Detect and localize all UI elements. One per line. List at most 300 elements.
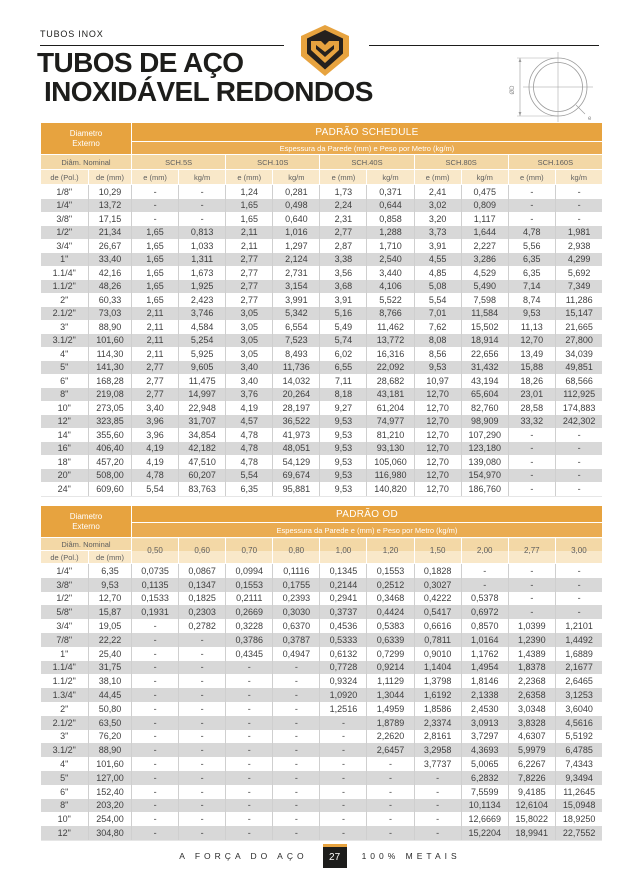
cell-value: 1,3798: [414, 674, 461, 688]
cell-value: 0,475: [461, 185, 508, 199]
cell-value: 8,08: [414, 334, 461, 348]
cell-value: 2,11: [132, 334, 179, 348]
od-table: [40, 505, 603, 841]
cell-value: 12,70: [414, 401, 461, 415]
column-header-kg-m: kg/m: [367, 170, 414, 185]
cell-value: 154,970: [461, 469, 508, 483]
cell-value: 0,4947: [273, 647, 320, 661]
cell-value: 0,3468: [367, 592, 414, 606]
table-row: [41, 361, 603, 375]
cell-value: 4,6307: [508, 730, 555, 744]
cell-value: 7,598: [461, 293, 508, 307]
cell-value: 7,8226: [508, 771, 555, 785]
cell-value: 2,1677: [555, 661, 602, 675]
cell-value: 7,5599: [461, 785, 508, 799]
cell-value: 2,1338: [461, 688, 508, 702]
cell-value: 7,62: [414, 320, 461, 334]
corner-label-line1: Diametro: [69, 511, 103, 521]
cell-value: 12,70: [414, 442, 461, 456]
cell-value: 0,1825: [179, 592, 226, 606]
cell-value: 3,96: [132, 415, 179, 429]
cell-diam-pol: 2": [60, 294, 69, 305]
cell-value: 0,644: [367, 199, 414, 213]
cell-value: -: [555, 592, 602, 606]
cell-value: 81,210: [367, 428, 414, 442]
cell-value: -: [179, 743, 226, 757]
cell-value: 0,5378: [461, 592, 508, 606]
cell-value: 2,2620: [367, 730, 414, 744]
cell-diam-pol: 1/4": [56, 565, 73, 576]
cell-diam-mm: 101,60: [89, 334, 132, 348]
cell-value: 1,673: [179, 266, 226, 280]
table-row: [41, 564, 603, 578]
cell-diam-pol: 1.1/2": [52, 281, 76, 292]
cell-value: 5,49: [320, 320, 367, 334]
cell-value: 0,5383: [367, 619, 414, 633]
column-header-e-mm: e (mm): [414, 170, 461, 185]
cell-value: 15,502: [461, 320, 508, 334]
cell-value: 4,78: [508, 226, 555, 240]
cell-diam-pol: 16": [57, 443, 71, 454]
cell-value: 2,4530: [461, 702, 508, 716]
cell-value: 4,57: [226, 415, 273, 429]
cell-value: 82,760: [461, 401, 508, 415]
cell-diam-pol: 8": [60, 800, 69, 811]
cell-value: 41,973: [273, 428, 320, 442]
cell-diam-mm: 33,40: [89, 253, 132, 267]
cell-value: -: [273, 743, 320, 757]
cell-value: 3,440: [367, 266, 414, 280]
cell-diam-mm: 508,00: [89, 469, 132, 483]
cell-value: 0,2393: [273, 592, 320, 606]
cell-value: 0,0867: [179, 564, 226, 578]
cell-value: 6,35: [226, 482, 273, 496]
cell-value: 9,53: [320, 428, 367, 442]
cell-value: 2,11: [226, 239, 273, 253]
cell-diam-mm: 114,30: [89, 347, 132, 361]
cell-value: 2,8161: [414, 730, 461, 744]
page-number-badge: 27: [323, 844, 347, 868]
column-header-e-mm: e (mm): [132, 170, 179, 185]
cell-value: 1,4389: [508, 647, 555, 661]
cell-value: 1,65: [132, 266, 179, 280]
cell-diam-pol: 1/4": [56, 200, 73, 211]
cell-value: 0,2512: [367, 578, 414, 592]
cell-diam-mm: 31,75: [89, 661, 132, 675]
cell-value: 1,2516: [320, 702, 367, 716]
cell-diam-pol: 1.3/4": [52, 690, 76, 701]
cell-value: -: [179, 785, 226, 799]
cell-value: 2,41: [414, 185, 461, 199]
cell-value: 4,299: [555, 253, 602, 267]
table-row: [41, 647, 603, 661]
cell-value: 5,692: [555, 266, 602, 280]
nominal-diameter-header: Diâm. Nominal: [41, 538, 132, 551]
cell-value: -: [226, 799, 273, 813]
cell-value: -: [132, 799, 179, 813]
cell-diam-mm: 203,20: [89, 799, 132, 813]
cell-value: 4,78: [132, 469, 179, 483]
cell-value: 23,01: [508, 388, 555, 402]
cell-value: 7,11: [320, 374, 367, 388]
nominal-diameter-header: Diâm. Nominal: [41, 155, 132, 170]
cell-value: 31,707: [179, 415, 226, 429]
cell-value: -: [320, 730, 367, 744]
column-header-thickness: 0,80: [273, 538, 320, 564]
cell-value: -: [508, 605, 555, 619]
cell-diam-mm: 141,30: [89, 361, 132, 375]
cell-value: -: [132, 702, 179, 716]
cell-value: 0,1828: [414, 564, 461, 578]
cell-diam-pol: 8": [60, 389, 69, 400]
cell-value: 0,5333: [320, 633, 367, 647]
cell-value: 3,56: [320, 266, 367, 280]
cell-value: 1,65: [132, 239, 179, 253]
cell-diam-pol: 1/8": [56, 186, 73, 197]
cell-value: 68,566: [555, 374, 602, 388]
table-row: [41, 730, 603, 744]
cell-value: 0,1553: [367, 564, 414, 578]
cell-value: 11,13: [508, 320, 555, 334]
column-header-kg-m: kg/m: [461, 170, 508, 185]
cell-value: -: [226, 812, 273, 826]
cell-value: 5,342: [273, 307, 320, 321]
cell-value: 1,0920: [320, 688, 367, 702]
cell-value: 0,498: [273, 199, 320, 213]
cell-value: 9,605: [179, 361, 226, 375]
cell-value: 2,87: [320, 239, 367, 253]
cell-value: -: [132, 185, 179, 199]
cell-value: 16,316: [367, 347, 414, 361]
column-group-header: SCH.160S: [508, 155, 602, 170]
cell-value: -: [273, 757, 320, 771]
cell-value: 186,760: [461, 482, 508, 496]
cell-value: 2,11: [132, 320, 179, 334]
cell-value: 140,820: [367, 482, 414, 496]
cell-value: 0,813: [179, 226, 226, 240]
cell-value: -: [226, 743, 273, 757]
cell-diam-pol: 20": [57, 470, 71, 481]
cell-diam-pol: 3": [60, 731, 69, 742]
table-row: [41, 743, 603, 757]
cell-value: 2,77: [132, 361, 179, 375]
cell-value: -: [508, 482, 555, 496]
cell-value: 0,4536: [320, 619, 367, 633]
cell-value: 0,9214: [367, 661, 414, 675]
cell-value: 4,85: [414, 266, 461, 280]
cell-diam-pol: 7/8": [56, 634, 73, 645]
cell-value: 0,3027: [414, 578, 461, 592]
cell-value: 1,016: [273, 226, 320, 240]
od-table-subtitle: Espessura da Parede e (mm) e Peso por Metro (kg/m): [132, 523, 603, 538]
cell-value: 0,1553: [226, 578, 273, 592]
cell-value: 3,20: [414, 212, 461, 226]
cell-value: 98,909: [461, 415, 508, 429]
cell-value: -: [320, 771, 367, 785]
cell-value: 1,65: [132, 226, 179, 240]
table-row: [41, 266, 603, 280]
cell-value: -: [414, 826, 461, 840]
cell-value: 3,68: [320, 280, 367, 294]
od-corner-header: [41, 506, 132, 538]
table-row: [41, 605, 603, 619]
cell-diam-mm: 21,34: [89, 226, 132, 240]
cell-value: 3,05: [226, 320, 273, 334]
cell-value: 8,766: [367, 307, 414, 321]
cell-value: 5,925: [179, 347, 226, 361]
cell-value: -: [132, 619, 179, 633]
cell-value: 6,2267: [508, 757, 555, 771]
cell-value: 0,640: [273, 212, 320, 226]
cell-value: 48,051: [273, 442, 320, 456]
cell-value: 2,77: [226, 266, 273, 280]
table-row: [41, 428, 603, 442]
section-eyebrow: TUBOS INOX: [40, 29, 104, 39]
cell-value: -: [179, 212, 226, 226]
cell-value: 15,2204: [461, 826, 508, 840]
cell-value: 13,772: [367, 334, 414, 348]
column-group-header: SCH.40S: [320, 155, 414, 170]
cell-value: 31,432: [461, 361, 508, 375]
cell-diam-mm: 88,90: [89, 320, 132, 334]
cell-value: 3,96: [132, 428, 179, 442]
cell-value: 174,883: [555, 401, 602, 415]
cell-value: -: [414, 785, 461, 799]
cell-diam-mm: 88,90: [89, 743, 132, 757]
cell-value: 3,02: [414, 199, 461, 213]
footer-slogan-left: A FORÇA DO AÇO: [179, 851, 308, 861]
cell-diam-pol: 3.1/2": [52, 335, 76, 346]
cell-value: -: [273, 702, 320, 716]
cell-value: 12,70: [508, 334, 555, 348]
table-row: [41, 674, 603, 688]
cell-value: 5,16: [320, 307, 367, 321]
cell-value: -: [179, 199, 226, 213]
cell-value: -: [179, 826, 226, 840]
cell-diam-pol: 3/8": [56, 213, 73, 224]
cell-value: 6,02: [320, 347, 367, 361]
cell-value: 1,8789: [367, 716, 414, 730]
cell-diam-mm: 219,08: [89, 388, 132, 402]
cell-diam-mm: 152,40: [89, 785, 132, 799]
cell-value: -: [508, 212, 555, 226]
cell-value: 11,2645: [555, 785, 602, 799]
cell-diam-mm: 73,03: [89, 307, 132, 321]
cell-value: 7,14: [508, 280, 555, 294]
cell-value: 0,3737: [320, 605, 367, 619]
cell-value: -: [555, 428, 602, 442]
cell-value: 9,53: [320, 442, 367, 456]
cell-diam-mm: 19,05: [89, 619, 132, 633]
cell-value: 3,286: [461, 253, 508, 267]
cell-value: 9,53: [414, 361, 461, 375]
table-row: [41, 661, 603, 675]
corner-label-line2: Externo: [72, 138, 100, 148]
cell-value: 0,4345: [226, 647, 273, 661]
cell-value: -: [367, 757, 414, 771]
cell-value: 0,3786: [226, 633, 273, 647]
cell-value: -: [508, 442, 555, 456]
cell-value: -: [273, 674, 320, 688]
cell-value: 13,49: [508, 347, 555, 361]
cell-value: 47,510: [179, 455, 226, 469]
cell-value: 3,38: [320, 253, 367, 267]
cell-diam-mm: 6,35: [89, 564, 132, 578]
cell-value: -: [508, 592, 555, 606]
cell-value: 18,9941: [508, 826, 555, 840]
cell-value: 5,0065: [461, 757, 508, 771]
cell-value: -: [555, 212, 602, 226]
cell-value: 15,147: [555, 307, 602, 321]
table-row: [41, 785, 603, 799]
cell-value: 4,78: [226, 428, 273, 442]
table-row: [41, 633, 603, 647]
cell-value: -: [179, 812, 226, 826]
cell-value: 9,53: [320, 415, 367, 429]
cell-value: 2,423: [179, 293, 226, 307]
cell-value: 0,2303: [179, 605, 226, 619]
table-row: [41, 293, 603, 307]
cell-value: 1,297: [273, 239, 320, 253]
cell-value: 9,53: [508, 307, 555, 321]
cell-value: 7,523: [273, 334, 320, 348]
cell-value: -: [179, 688, 226, 702]
table-row: [41, 716, 603, 730]
cell-value: 20,264: [273, 388, 320, 402]
cell-value: 4,3693: [461, 743, 508, 757]
cell-value: -: [367, 771, 414, 785]
cell-value: 1,981: [555, 226, 602, 240]
cell-diam-mm: 25,40: [89, 647, 132, 661]
cell-diam-mm: 406,40: [89, 442, 132, 456]
cell-value: 7,01: [414, 307, 461, 321]
table-row: [41, 334, 603, 348]
cell-value: 11,286: [555, 293, 602, 307]
cell-value: 1,8378: [508, 661, 555, 675]
column-header-e-mm: e (mm): [226, 170, 273, 185]
column-group-header: SCH.80S: [414, 155, 508, 170]
column-header-thickness: 1,20: [367, 538, 414, 564]
column-header-thickness: 1,50: [414, 538, 461, 564]
cell-value: 8,18: [320, 388, 367, 402]
cell-value: -: [132, 212, 179, 226]
cell-diam-pol: 6": [60, 375, 69, 386]
table-row: [41, 374, 603, 388]
cell-value: 6,35: [508, 253, 555, 267]
table-row: [41, 280, 603, 294]
cell-value: 112,925: [555, 388, 602, 402]
cell-value: 2,2368: [508, 674, 555, 688]
table-row: [41, 320, 603, 334]
cell-diam-mm: 168,28: [89, 374, 132, 388]
cell-value: 10,97: [414, 374, 461, 388]
cell-value: 1,6192: [414, 688, 461, 702]
cell-value: 1,2101: [555, 619, 602, 633]
cell-value: -: [555, 185, 602, 199]
column-header-pol: de (Pol.): [41, 170, 89, 185]
cell-diam-mm: 10,29: [89, 185, 132, 199]
cell-value: 11,736: [273, 361, 320, 375]
column-header-thickness: 2,77: [508, 538, 555, 564]
cell-value: 0,3030: [273, 605, 320, 619]
cell-value: 15,88: [508, 361, 555, 375]
table-row: [41, 212, 603, 226]
cell-value: 1,4492: [555, 633, 602, 647]
cell-value: 6,2832: [461, 771, 508, 785]
cell-value: 54,129: [273, 455, 320, 469]
table-row: [41, 826, 603, 840]
cell-value: 1,4959: [367, 702, 414, 716]
cell-value: 3,91: [414, 239, 461, 253]
cell-value: 0,1931: [132, 605, 179, 619]
cell-value: 36,522: [273, 415, 320, 429]
cell-value: 3,2958: [414, 743, 461, 757]
cell-value: 107,290: [461, 428, 508, 442]
cell-value: -: [132, 633, 179, 647]
cell-value: 0,809: [461, 199, 508, 213]
cell-diam-pol: 1/2": [56, 227, 73, 238]
cell-value: -: [226, 730, 273, 744]
cell-value: 0,4222: [414, 592, 461, 606]
cell-diam-mm: 609,60: [89, 482, 132, 496]
cell-value: 0,6339: [367, 633, 414, 647]
cell-value: 18,914: [461, 334, 508, 348]
page-title: [37, 48, 373, 106]
table-row: [41, 239, 603, 253]
schedule-corner-header: [41, 123, 132, 155]
cell-value: 3,05: [226, 334, 273, 348]
cell-diam-mm: 17,15: [89, 212, 132, 226]
cell-value: 2,6465: [555, 674, 602, 688]
cell-value: -: [320, 799, 367, 813]
cell-diam-mm: 50,80: [89, 702, 132, 716]
cell-value: 1,925: [179, 280, 226, 294]
cell-value: -: [320, 743, 367, 757]
cell-value: 3,91: [320, 293, 367, 307]
cell-value: -: [555, 199, 602, 213]
cell-value: 1,0399: [508, 619, 555, 633]
cell-value: 3,40: [226, 361, 273, 375]
cell-diam-pol: 1.1/2": [52, 676, 76, 687]
cell-value: 22,948: [179, 401, 226, 415]
cell-diam-mm: 63,50: [89, 716, 132, 730]
cell-value: 3,0348: [508, 702, 555, 716]
cell-value: -: [179, 185, 226, 199]
cell-diam-mm: 38,10: [89, 674, 132, 688]
cell-diam-mm: 12,70: [89, 592, 132, 606]
cell-value: -: [508, 428, 555, 442]
cell-value: -: [320, 716, 367, 730]
cell-value: 18,9250: [555, 812, 602, 826]
cell-value: 3,991: [273, 293, 320, 307]
cell-value: -: [132, 743, 179, 757]
schedule-table: [40, 122, 603, 497]
column-header-thickness: 0,70: [226, 538, 273, 564]
cell-value: -: [273, 812, 320, 826]
cell-value: -: [226, 716, 273, 730]
cell-value: 1,288: [367, 226, 414, 240]
cell-value: 49,851: [555, 361, 602, 375]
cell-diam-pol: 6": [60, 786, 69, 797]
cell-value: 27,800: [555, 334, 602, 348]
schedule-table-body: [41, 185, 603, 497]
column-header-kg-m: kg/m: [555, 170, 602, 185]
cell-value: 0,3787: [273, 633, 320, 647]
cell-value: 242,302: [555, 415, 602, 429]
table-row: [41, 771, 603, 785]
cell-value: 2,540: [367, 253, 414, 267]
cell-diam-pol: 1/2": [56, 593, 73, 604]
